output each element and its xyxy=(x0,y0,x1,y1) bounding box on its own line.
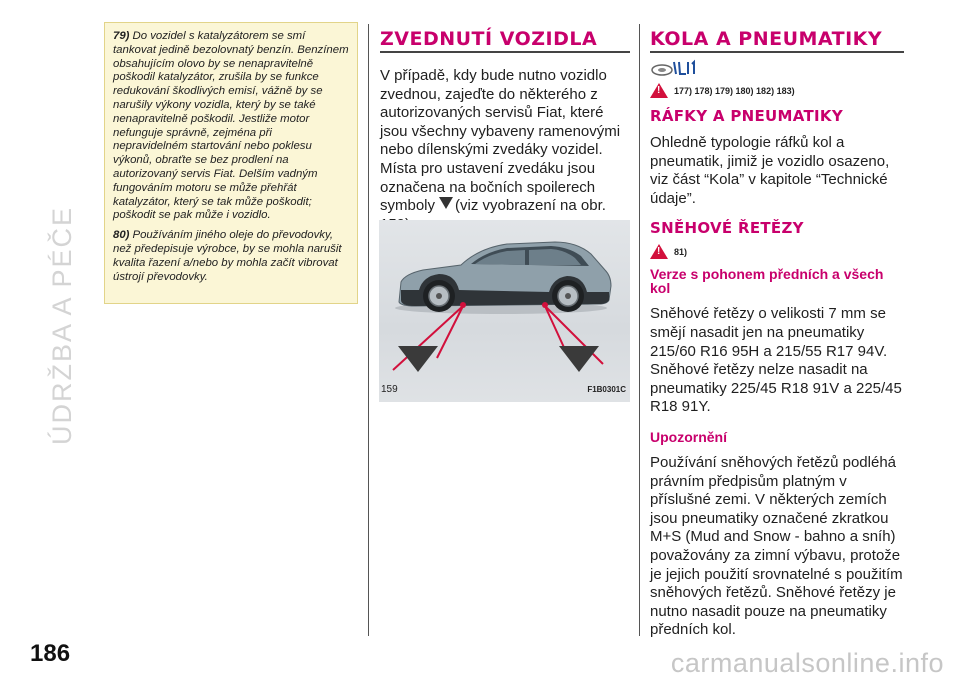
tyre-service-logo-icon xyxy=(650,59,698,77)
car-lift-points-illustration xyxy=(379,220,630,402)
warning-references xyxy=(650,83,904,98)
column-divider xyxy=(639,24,640,636)
lifting-paragraph: V případě, kdy bude nutno vozidlo zvednou, zajeďte do některého z autorizovaných servisů Fiat, které jsou všechny vybaveny ramenovými nebo dílenskými zvedáky vozidel. xyxy=(380,67,621,159)
footnote xyxy=(113,30,349,223)
fwd-version-title: Verze s pohonem předních a všech kol xyxy=(650,266,884,297)
warning-refs-text: 177) 178) 179) 180) 182) 183) xyxy=(674,85,795,96)
section-title-wheels: KOLA A PNEUMATIKY xyxy=(650,30,904,53)
section-title-lifting: ZVEDNUTÍ VOZIDLA xyxy=(380,30,630,53)
footnote xyxy=(113,229,349,284)
figure-159 xyxy=(379,220,630,402)
warning-icon xyxy=(650,244,668,259)
lifting-section xyxy=(380,30,630,234)
lifting-text-start: Místa pro ustavení zvedáku jsou označena na bočních spoilerech symboly xyxy=(380,159,596,215)
chains-ref-text: 81) xyxy=(674,246,688,257)
wheels-section xyxy=(650,30,904,640)
column-divider xyxy=(368,24,369,636)
fwd-paragraph: Sněhové řetězy o velikosti 7 mm se smějí nasadit jen na pneumatiky 215/60 R16 95H a 215/55 R17 94V. Sněhové řetězy nelze nasadit na pneumatiky 225/45 R18 91V a 225/45 R18 91Y. xyxy=(650,305,902,416)
subsection-title-rims: RÁFKY A PNEUMATIKY xyxy=(650,107,843,125)
figure-code: F1B0301C xyxy=(587,385,626,394)
note-title: Upozornění xyxy=(650,428,727,445)
note-paragraph: Používání sněhových řetězů podléhá právním předpisům platným v příslušné zemi. V některých zemích jsou pneumatiky označené zkratkou M+S (Mud and Snow - bahno a sníh) považovány za zimní výbavu, protože je jejich použití srovnatelné s použitím sněhových řetězů. Sněhové řetězy je nutno nasadit pouze na pneumatiky předních kol. xyxy=(650,453,903,639)
warning-icon xyxy=(650,83,668,98)
rims-paragraph: Ohledně typologie ráfků kol a pneumatik, jimiž je vozidlo osazeno, viz část “Kola” v kapitole “Technické údaje”. xyxy=(650,134,890,207)
lift-point-symbol-icon xyxy=(439,197,453,209)
subsection-title-chains: SNĚHOVÉ ŘETĚZY xyxy=(650,219,804,238)
footnote-text: Používáním jiného oleje do převodovky, než předepisuje výrobce, by se mohla narušit kvalita řazení a/nebo by mohla začít vibrovat ústrojí převodovky. xyxy=(113,229,342,283)
chains-warning xyxy=(650,244,904,259)
lifting-text-end: (viz vyobrazení na obr. xyxy=(455,197,606,215)
tyre-logo xyxy=(650,59,904,77)
footnote-text: Do vozidel s katalyzátorem se smí tankovat jedině bezolovnatý benzín. Benzínem obsahujícím olovo by se nenapravitelně poškodil katalyzátor, zrušila by se funkce redukování škodlivých emisí, vážně by se narušily výkony vozidla, který by se také nenapravitelně poškodil. Jestliže motor nefunguje správně, zejména při nepravidelném startování nebo poklesu výkonů, obraťte se bez prodlení na autorizovaný servis Fiat. Delším vadným fungováním motoru se může přehřát katalyzátor, který se tak může poškodit; poškodit se pak může i vozidlo. xyxy=(113,30,349,222)
footnote-number: 80) xyxy=(113,229,130,242)
footnotes-box xyxy=(104,22,358,304)
footnote-number: 79) xyxy=(113,30,130,42)
watermark: carmanualsonline.info xyxy=(670,648,944,678)
page-number: 186 xyxy=(30,640,71,667)
figure-number: 159 xyxy=(381,384,398,395)
chapter-side-title-text: ÚDRŽBA A PÉČE xyxy=(47,205,78,445)
chapter-side-title xyxy=(38,30,88,620)
